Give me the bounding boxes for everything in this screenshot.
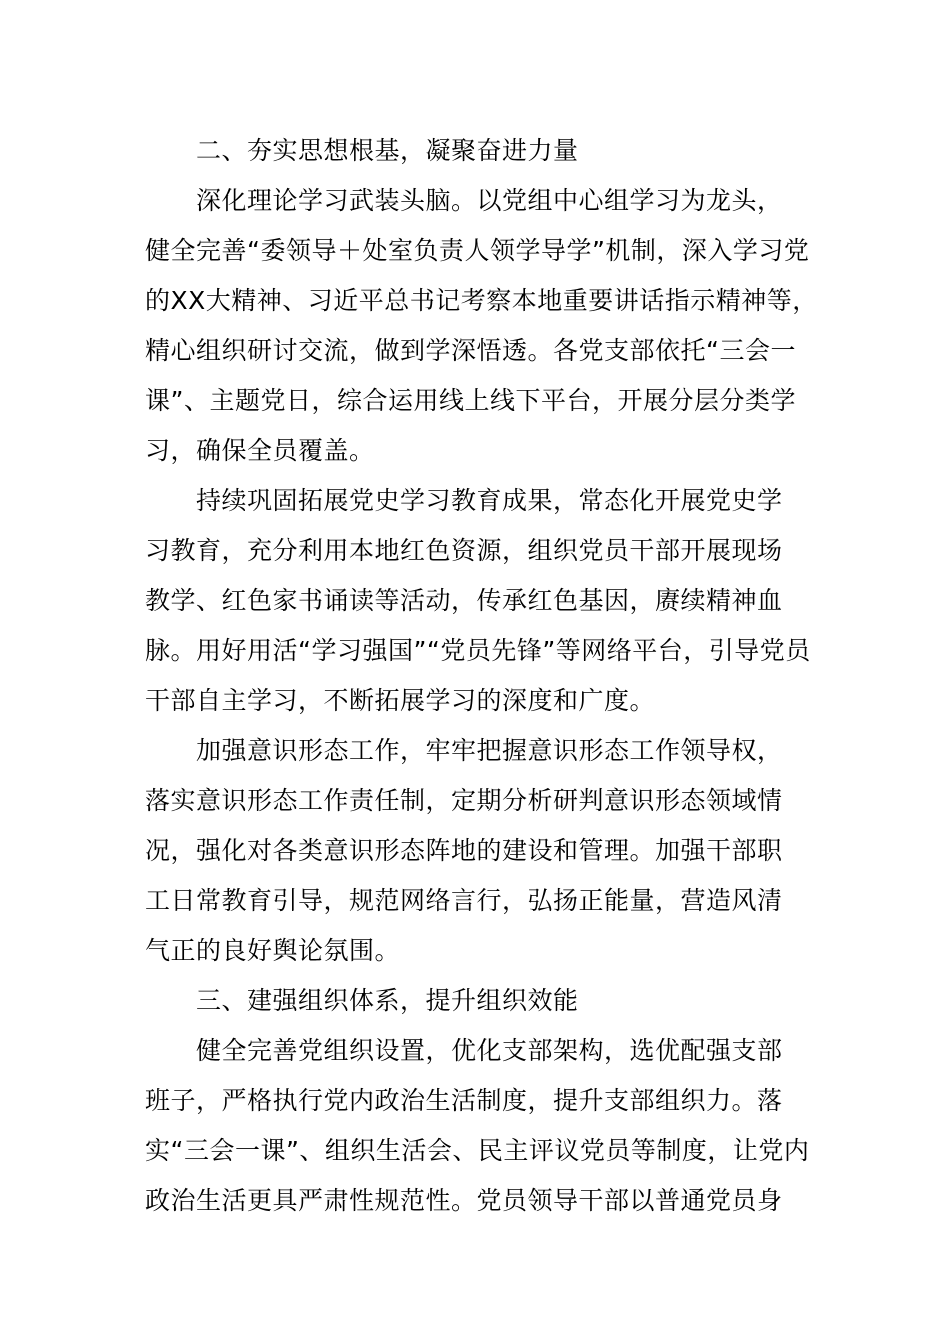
paragraph-line: 健全完善“委领导＋处室负责人领学导学”机制，深入学习党 bbox=[145, 236, 810, 265]
paragraph-line: 落实意识形态工作责任制，定期分析研判意识形态领域情 bbox=[145, 786, 783, 815]
section-heading-2: 二、夯实思想根基，凝聚奋进力量 bbox=[196, 136, 579, 165]
paragraph-line: 气正的良好舆论氛围。 bbox=[145, 936, 401, 965]
paragraph-line: 持续巩固拓展党史学习教育成果，常态化开展党史学 bbox=[196, 486, 783, 515]
paragraph-line: 班子，严格执行党内政治生活制度，提升支部组织力。落 bbox=[145, 1086, 783, 1115]
paragraph-line: 教学、红色家书诵读等活动，传承红色基因，赓续精神血 bbox=[145, 586, 783, 615]
paragraph-line: 脉。用好用活“学习强国”“党员先锋”等网络平台，引导党员 bbox=[145, 636, 811, 665]
paragraph-line: 工日常教育引导，规范网络言行，弘扬正能量，营造风清 bbox=[145, 886, 783, 915]
paragraph-line: 实“三会一课”、组织生活会、民主评议党员等制度，让党内 bbox=[145, 1136, 810, 1165]
paragraph-line: 况，强化对各类意识形态阵地的建设和管理。加强干部职 bbox=[145, 836, 783, 865]
paragraph-line: 习教育，充分利用本地红色资源，组织党员干部开展现场 bbox=[145, 536, 783, 565]
paragraph-line: 的XX大精神、习近平总书记考察本地重要讲话指示精神等， bbox=[145, 286, 818, 315]
paragraph-line: 健全完善党组织设置，优化支部架构，选优配强支部 bbox=[196, 1036, 783, 1065]
paragraph-line: 政治生活更具严肃性规范性。党员领导干部以普通党员身 bbox=[145, 1186, 783, 1215]
paragraph-line: 加强意识形态工作，牢牢把握意识形态工作领导权， bbox=[196, 736, 783, 765]
paragraph-line: 精心组织研讨交流，做到学深悟透。各党支部依托“三会一 bbox=[145, 336, 796, 365]
section-heading-3: 三、建强组织体系，提升组织效能 bbox=[196, 986, 579, 1015]
paragraph-line: 干部自主学习，不断拓展学习的深度和广度。 bbox=[145, 686, 656, 715]
paragraph-line: 课”、主题党日，综合运用线上线下平台，开展分层分类学 bbox=[145, 386, 796, 415]
paragraph-line: 习，确保全员覆盖。 bbox=[145, 436, 375, 465]
paragraph-line: 深化理论学习武装头脑。以党组中心组学习为龙头， bbox=[196, 186, 783, 215]
